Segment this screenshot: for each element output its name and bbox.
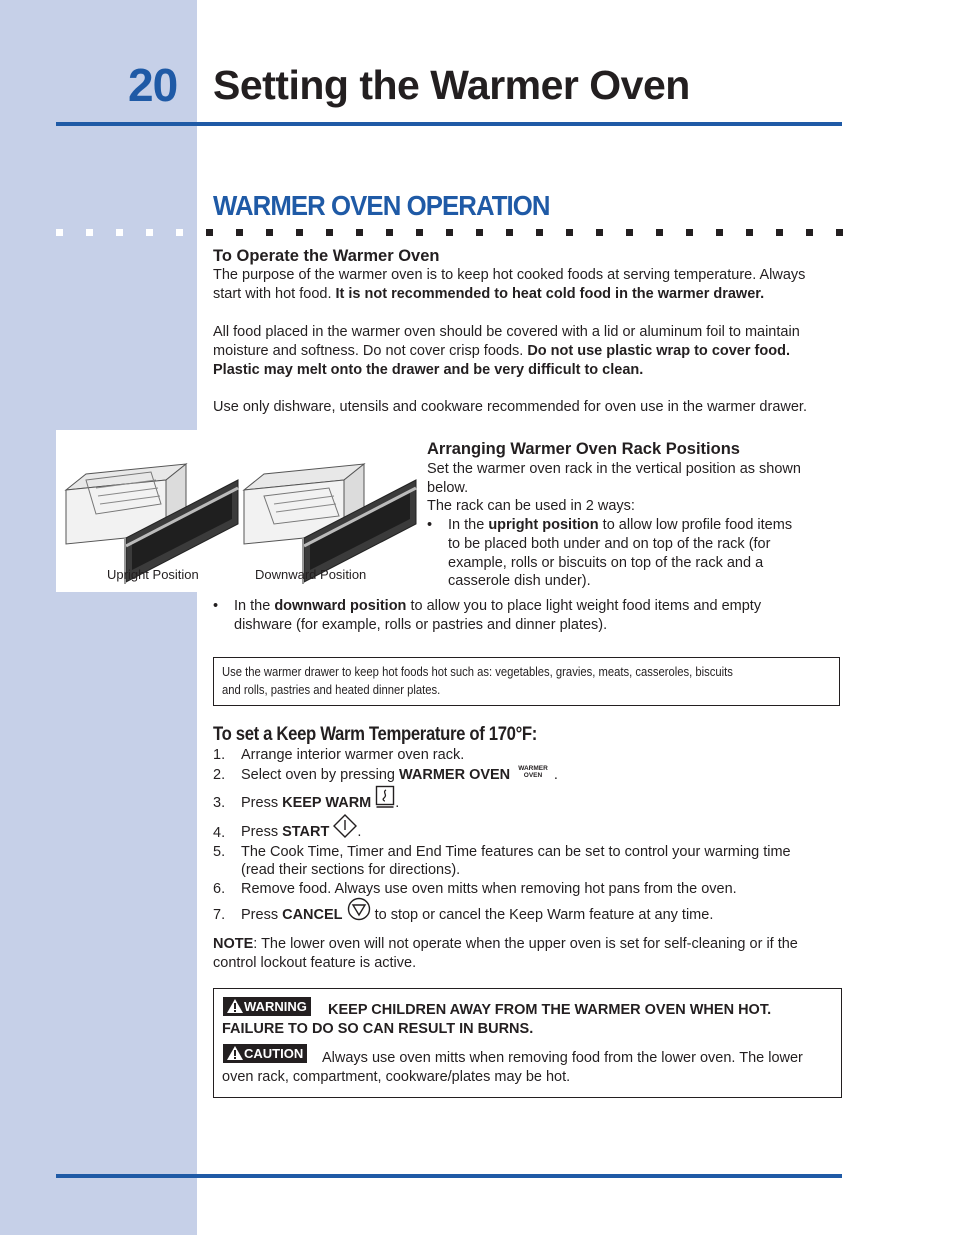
footer-rule (56, 1174, 842, 1178)
warning-text-line2: FAILURE TO DO SO CAN RESULT IN BURNS. (222, 1021, 534, 1037)
rack-bullet1-line2: to be placed both under and on top of the rack (for (448, 536, 771, 552)
bullet-dot: • (213, 598, 219, 614)
caption-upright: Upright Position (107, 567, 199, 582)
divider-dot (776, 229, 783, 236)
step-number: 5. (213, 844, 226, 860)
rack-bullet1-line3: example, rolls or biscuits on top of the rack and a (448, 555, 764, 571)
rack-heading: Arranging Warmer Oven Rack Positions (427, 440, 740, 458)
divider-dot (716, 229, 723, 236)
divider-dot (536, 229, 543, 236)
divider-dot (266, 229, 273, 236)
divider-dot (56, 229, 63, 236)
divider-dot (356, 229, 363, 236)
divider-dot (836, 229, 843, 236)
step-text: Remove food. Always use oven mitts when removing hot pans from the oven. (241, 881, 737, 897)
divider-dot (326, 229, 333, 236)
rack-line3: The rack can be used in 2 ways: (427, 498, 635, 514)
step-number: 4. (213, 825, 226, 841)
keep-warm-heading: To set a Keep Warm Temperature of 170°F: (213, 724, 538, 745)
page-number: 20 (128, 59, 178, 111)
cancel-icon (347, 897, 371, 921)
warning-triangle-icon (226, 998, 244, 1014)
step-number: 1. (213, 747, 226, 763)
header-rule (56, 122, 842, 126)
keep-warm-icon (375, 785, 395, 809)
step-text: Press KEEP WARM . (241, 785, 399, 818)
downward-drawer-image (244, 464, 416, 584)
bullet-dot: • (427, 517, 433, 533)
warning-badge: WARNING (223, 997, 311, 1016)
operate-p2-line2: moisture and softness. Do not cover crisp foods. Do not use plastic wrap to cover food. (213, 343, 790, 359)
warning-text-line1: KEEP CHILDREN AWAY FROM THE WARMER OVEN WHEN HOT. (328, 1002, 772, 1018)
divider-dot (686, 229, 693, 236)
safety-box (213, 988, 842, 1098)
divider-dot (476, 229, 483, 236)
step-text: Select oven by pressing WARMER OVEN WARMER OVEN . (241, 765, 558, 783)
divider-dot (206, 229, 213, 236)
step-number: 3. (213, 795, 226, 811)
caution-text-line2: oven rack, compartment, cookware/plates may be hot. (222, 1069, 571, 1085)
divider-dot (806, 229, 813, 236)
divider-dot (596, 229, 603, 236)
divider-dot (446, 229, 453, 236)
dotted-divider (56, 229, 846, 237)
caution-badge: CAUTION (223, 1044, 307, 1063)
caution-text-line1: Always use oven mitts when removing food from the lower oven. The lower (322, 1050, 803, 1066)
caption-downward: Downward Position (255, 567, 367, 582)
warmer-oven-key-icon: WARMER OVEN (518, 765, 548, 779)
divider-dot (566, 229, 573, 236)
page-title: Setting the Warmer Oven (213, 62, 690, 108)
divider-dot (146, 229, 153, 236)
divider-dot (416, 229, 423, 236)
divider-dot (86, 229, 93, 236)
rack-line1: Set the warmer oven rack in the vertical position as shown (427, 461, 801, 477)
step-number: 7. (213, 907, 226, 923)
tip-line2: and rolls, pastries and heated dinner plates. (222, 683, 441, 697)
tip-line1: Use the warmer drawer to keep hot foods hot such as: vegetables, gravies, meats, casseroles, biscuits (222, 665, 733, 679)
operate-p2-line1: All food placed in the warmer oven should be covered with a lid or aluminum foil to maintain (213, 324, 800, 340)
start-icon (333, 814, 357, 838)
sidebar-band (0, 0, 197, 1235)
divider-dot (506, 229, 513, 236)
caution-triangle-icon (226, 1045, 244, 1061)
step-text: Press CANCEL to stop or cancel the Keep Warm feature at any time. (241, 897, 713, 930)
note-line1: NOTE: The lower oven will not operate when the upper oven is set for self-cleaning or if the (213, 936, 798, 952)
operate-p3: Use only dishware, utensils and cookware recommended for oven use in the warmer drawer. (213, 399, 807, 415)
divider-dot (386, 229, 393, 236)
operate-heading: To Operate the Warmer Oven (213, 247, 440, 265)
divider-dot (236, 229, 243, 236)
divider-dot (116, 229, 123, 236)
divider-dot (176, 229, 183, 236)
step-text-cont: (read their sections for directions). (241, 862, 461, 878)
divider-dot (296, 229, 303, 236)
tip-box (213, 657, 840, 706)
step-text: The Cook Time, Timer and End Time features can be set to control your warming time (241, 844, 791, 860)
operate-p1-line1: The purpose of the warmer oven is to keep hot cooked foods at serving temperature. Always (213, 267, 806, 283)
operate-p2-line3: Plastic may melt onto the drawer and be very difficult to clean. (213, 362, 644, 378)
rack-bullet1-line4: casserole dish under). (448, 573, 591, 589)
rack-bullet2-line2: dishware (for example, rolls or pastries and dinner plates). (234, 617, 608, 633)
section-title: WARMER OVEN OPERATION (213, 190, 550, 221)
operate-p1-line2: start with hot food. It is not recommended to heat cold food in the warmer drawer. (213, 286, 765, 302)
step-number: 2. (213, 767, 226, 783)
rack-bullet1-line1: In the upright position to allow low profile food items (448, 517, 793, 533)
step-text: Arrange interior warmer oven rack. (241, 747, 465, 763)
step-text: Press START . (241, 814, 361, 847)
step-number: 6. (213, 881, 226, 897)
upright-drawer-image (66, 464, 238, 584)
divider-dot (626, 229, 633, 236)
rack-figure (56, 430, 426, 592)
divider-dot (746, 229, 753, 236)
rack-bullet2-line1: In the downward position to allow you to place light weight food items and empty (234, 598, 762, 614)
note-line2: control lockout feature is active. (213, 955, 417, 971)
divider-dot (656, 229, 663, 236)
rack-line2: below. (427, 480, 469, 496)
